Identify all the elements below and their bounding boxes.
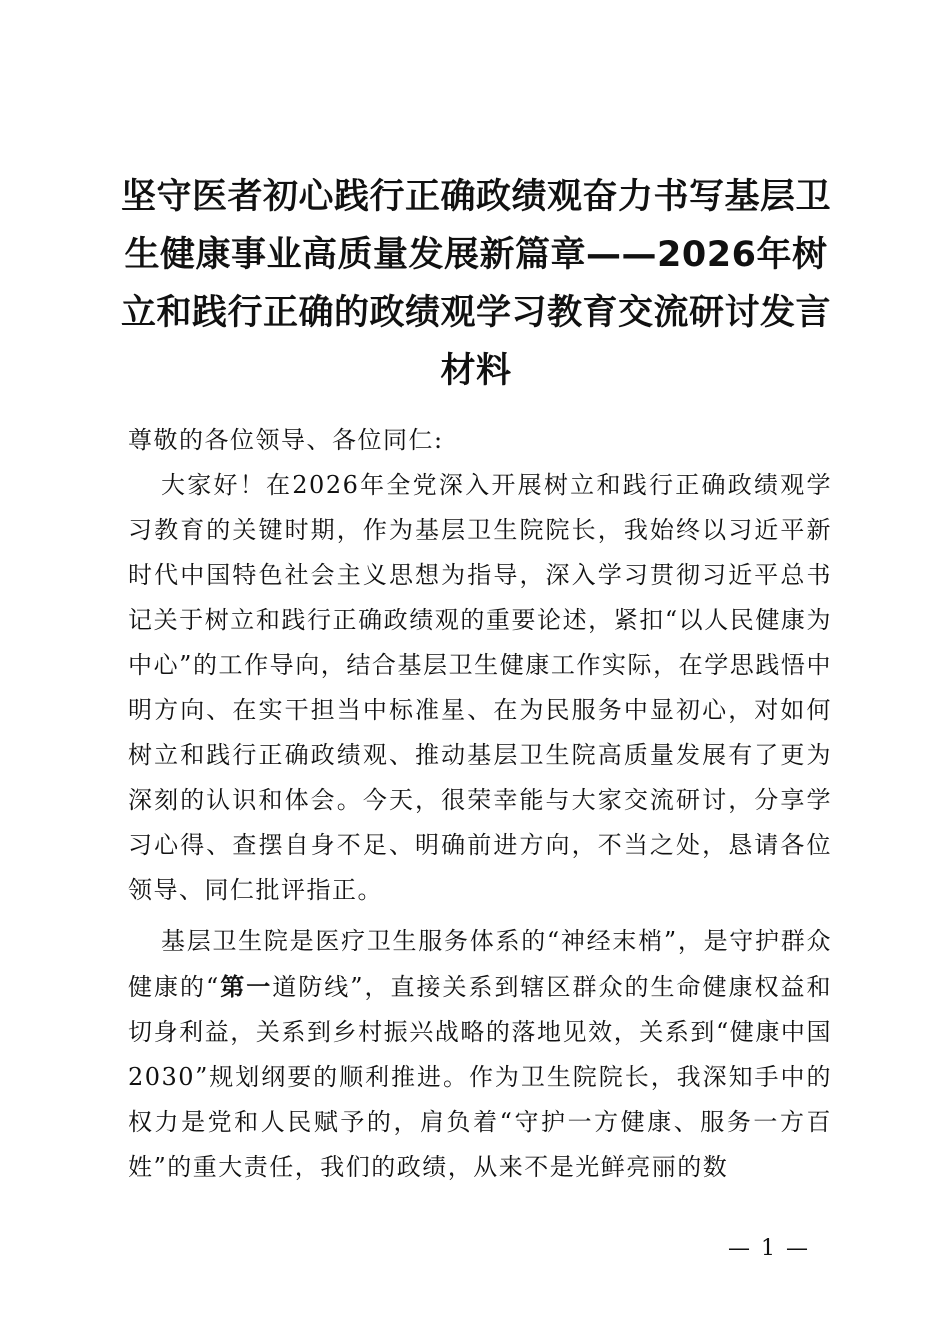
paragraph-2-text-b: 道防线”，直接关系到辖区群众的生命健康权益和切身利益，关系到乡村振兴战略的落地见效，关系到“健康中国2030”规划纲要的顺利推进。作为卫生院院长，我深知手中的权力是党和人民赋予的，肩负着“守护一方健康、服务一方百姓”的重大责任，我们的政绩，从来不是光鲜亮丽的数 bbox=[128, 973, 832, 1181]
paragraph-2-bold-text: 第一 bbox=[219, 972, 273, 1001]
document-title: 坚守医者初心践行正确政绩观奋力书写基层卫生健康事业高质量发展新篇章——2026年树立和践行正确的政绩观学习教育交流研讨发言材料 bbox=[120, 177, 831, 391]
salutation: 尊敬的各位领导、各位同仁: bbox=[128, 426, 444, 454]
page-number: — 1 — bbox=[728, 1236, 810, 1261]
paragraph-1: 大家好！在2026年全党深入开展树立和践行正确政绩观学习教育的关键时期，作为基层卫生院院长，我始终以习近平新时代中国特色社会主义思想为指导，深入学习贯彻习近平总书记关于树立和践行正确政绩观的重要论述，紧扣“以人民健康为中心”的工作导向，结合基层卫生健康工作实际，在学思践悟中明方向、在实干担当中标准星、在为民服务中显初心，对如何树立和践行正确政绩观、推动基层卫生院高质量发展有了更为深刻的认识和体会。今天，很荣幸能与大家交流研讨，分享学习心得、查摆自身不足、明确前进方向，不当之处，恳请各位领导、同仁批评指正。 bbox=[128, 471, 832, 904]
paragraph-2-text-a: 基层卫生院是医疗卫生服务体系的“神经末梢”，是守护群众健康的“ bbox=[128, 927, 832, 1001]
paragraph-2 bbox=[128, 919, 832, 1190]
document-body bbox=[128, 418, 832, 1190]
